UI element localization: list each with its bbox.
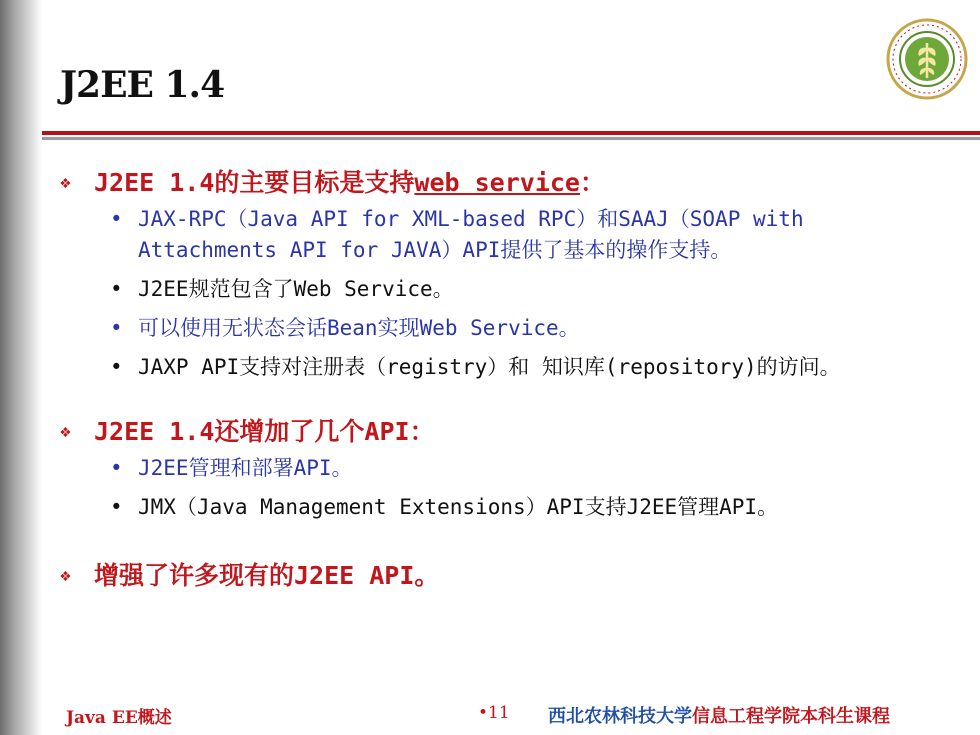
section-heading-1 xyxy=(60,166,970,200)
diamond-flower-icon: ❖ xyxy=(60,172,71,193)
bullet-dot-icon: • xyxy=(110,316,123,340)
diamond-flower-icon: ❖ xyxy=(60,565,71,586)
bullet-dot-icon: • xyxy=(110,207,123,231)
bullet-management-deploy xyxy=(60,453,970,484)
section-1-bullets xyxy=(60,204,970,383)
slide-title: J2EE 1.4 xyxy=(60,64,225,106)
section-heading-1-suffix: ： xyxy=(580,168,606,197)
bullet-dot-icon: • xyxy=(110,456,123,480)
left-gradient-bar xyxy=(0,0,42,735)
bullet-web-service xyxy=(60,274,970,305)
bullet-jmx xyxy=(60,492,970,523)
section-heading-3-text: 增强了许多现有的J2EE API。 xyxy=(94,561,440,590)
section-heading-2-text: J2EE 1.4还增加了几个API： xyxy=(94,417,435,446)
bullet-text: J2EE规范包含了Web Service。 xyxy=(138,277,454,301)
footer-course-title: Java EE概述 xyxy=(66,708,172,728)
bullet-dot-icon: • xyxy=(110,277,123,301)
bullet-jaxp xyxy=(60,352,970,383)
footer-school-name: 西北农林科技大学 xyxy=(548,706,692,727)
bullet-text: JAXP API支持对注册表（registry）和 知识库(repository)的访问。 xyxy=(138,355,841,379)
bullet-dot-icon: • xyxy=(110,355,123,379)
bullet-jax-rpc xyxy=(60,204,970,266)
bullet-stateless-bean xyxy=(60,313,970,344)
bullet-text: J2EE管理和部署API。 xyxy=(138,456,353,480)
footer-dept-name: 信息工程学院本科生课程 xyxy=(692,706,890,727)
footer-institution xyxy=(548,702,890,728)
bullet-text: 可以使用无状态会话Bean实现Web Service。 xyxy=(138,316,580,340)
header-rule-gray xyxy=(42,137,980,140)
bullet-text: JAX-RPC（Java API for XML-based RPC）和SAAJ（SOAP with xyxy=(138,207,804,231)
section-heading-2 xyxy=(60,415,970,449)
section-heading-3 xyxy=(60,559,970,593)
header-rule-red xyxy=(42,131,980,135)
footer-page-number: •11 xyxy=(478,703,510,723)
university-emblem-icon xyxy=(886,18,968,100)
diamond-flower-icon: ❖ xyxy=(60,421,71,442)
section-2-bullets xyxy=(60,453,970,523)
web-service-link[interactable]: web service xyxy=(414,168,580,197)
slide-content xyxy=(60,164,970,593)
section-heading-1-text: J2EE 1.4的主要目标是支持 xyxy=(94,168,415,197)
bullet-text-continued: Attachments API for JAVA）API提供了基本的操作支持。 xyxy=(138,238,732,262)
bullet-dot-icon: • xyxy=(110,495,123,519)
bullet-text: JMX（Java Management Extensions）API支持J2EE管理API。 xyxy=(138,495,779,519)
